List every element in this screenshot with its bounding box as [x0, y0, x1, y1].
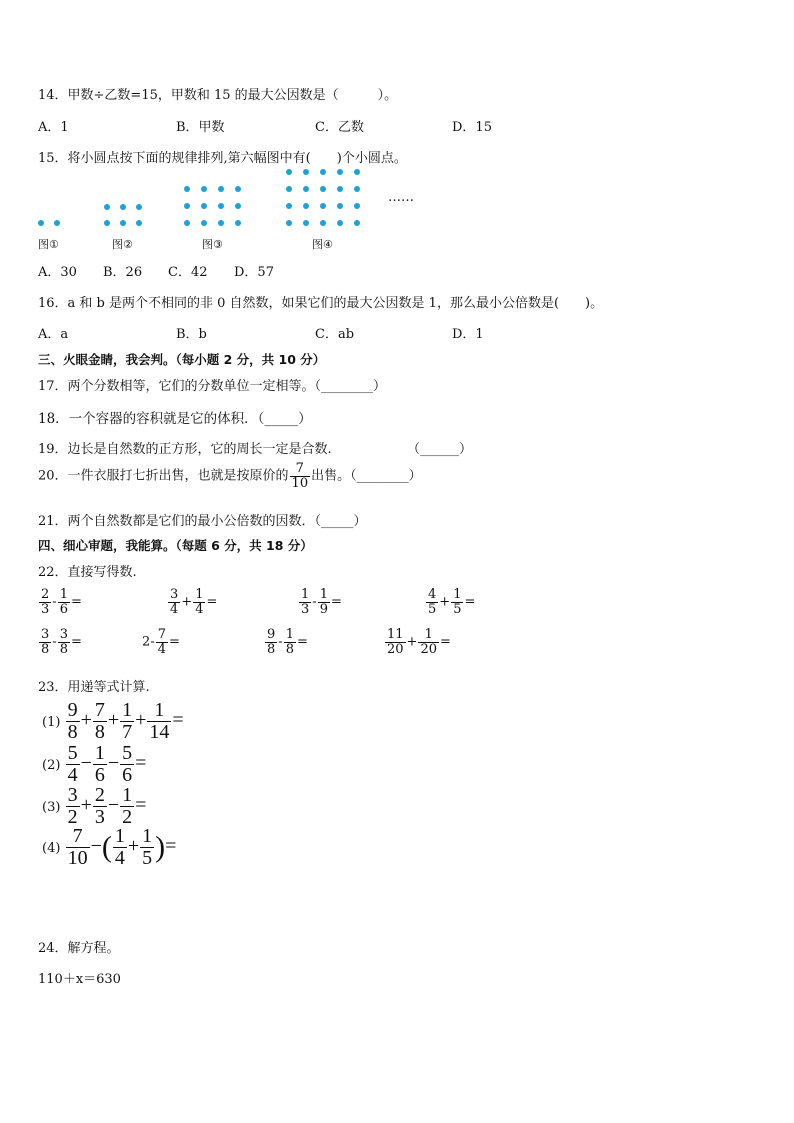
operator: − — [107, 752, 120, 775]
equals: = — [440, 634, 451, 650]
q22-item-6 — [142, 628, 180, 656]
frac-num: 4 — [428, 587, 437, 602]
frac-num: 1 — [114, 825, 125, 847]
figure-4-caption: 图④ — [312, 238, 333, 251]
equals: = — [464, 594, 476, 610]
dot-fig4 — [286, 186, 292, 192]
operator: − — [80, 752, 92, 775]
frac-den: 14 — [149, 721, 170, 743]
frac-num: 3 — [41, 627, 50, 642]
frac-num: 2 — [94, 784, 105, 806]
q15-option-b[interactable]: B．26 — [103, 265, 143, 280]
item-label: (2) — [42, 758, 61, 774]
frac-num: 5 — [67, 742, 78, 764]
pattern-ellipsis: …… — [388, 190, 414, 205]
dot-fig2 — [104, 204, 110, 210]
q15-option-a[interactable]: A．30 — [38, 265, 77, 280]
frac-num: 1 — [147, 700, 171, 722]
equals: = — [172, 709, 184, 732]
frac-den: 8 — [41, 641, 50, 657]
dot-fig4 — [303, 203, 309, 209]
frac-num: 3 — [170, 587, 179, 602]
question-15-stem: 15．将小圆点按下面的规律排列,第六幅图中有( )个小圆点。 — [38, 151, 407, 166]
operator: + — [406, 634, 418, 650]
equals: = — [135, 752, 147, 775]
frac-num: 1 — [142, 825, 153, 847]
frac-den: 8 — [267, 641, 276, 657]
equals: = — [330, 594, 342, 610]
q22-item-7 — [264, 628, 308, 656]
figure-2-caption: 图② — [112, 238, 133, 251]
operator: - — [278, 634, 283, 650]
operator: - — [312, 594, 317, 610]
dot-fig4 — [337, 203, 343, 209]
dot-fig2 — [104, 220, 110, 226]
dot-fig4 — [337, 220, 343, 226]
frac-den: 9 — [319, 601, 328, 617]
section-3-heading: 三、火眼金睛，我会判。（每小题 2 分，共 10 分） — [38, 352, 326, 367]
q20-post: 出售。（________） — [311, 468, 422, 484]
operator: + — [135, 709, 147, 732]
operator: - — [150, 634, 155, 650]
q22-item-5 — [38, 628, 82, 656]
frac-den: 6 — [122, 764, 133, 786]
dot-fig3 — [235, 220, 241, 226]
question-17: 17．两个分数相等，它们的分数单位一定相等。（________） — [38, 379, 387, 394]
dot-fig4 — [320, 169, 326, 175]
q14-option-a[interactable]: A．1 — [38, 120, 69, 135]
frac-num: 1 — [195, 587, 204, 602]
operator: + — [127, 835, 140, 858]
dot-fig3 — [184, 220, 190, 226]
question-23-title: 23．用递等式计算. — [38, 680, 150, 695]
frac-den: 6 — [59, 601, 68, 617]
operator: - — [52, 634, 57, 650]
q14-option-c[interactable]: C．乙数 — [315, 120, 364, 135]
dot-fig3 — [235, 186, 241, 192]
frac-num: 1 — [59, 587, 68, 602]
operator: - — [52, 594, 57, 610]
frac-num: 1 — [94, 742, 105, 764]
dot-fig4 — [303, 220, 309, 226]
item-label: (4) — [42, 841, 61, 857]
question-19-blank[interactable]: （______） — [407, 442, 473, 457]
frac-num: 9 — [67, 699, 78, 721]
frac-den: 8 — [59, 641, 68, 657]
dot-fig2 — [120, 204, 126, 210]
dot-fig4 — [320, 220, 326, 226]
frac-den: 2 — [122, 806, 133, 828]
frac-den: 5 — [453, 601, 462, 617]
dot-fig4 — [320, 186, 326, 192]
dot-fig2 — [120, 220, 126, 226]
dot-fig3 — [201, 186, 207, 192]
dot-fig4 — [354, 220, 360, 226]
q20-fraction — [290, 462, 311, 490]
dot-fig3 — [218, 203, 224, 209]
frac-den: 7 — [122, 721, 133, 743]
equals: = — [168, 634, 180, 650]
dot-fig3 — [218, 220, 224, 226]
dot-fig3 — [184, 186, 190, 192]
item-label: (3) — [42, 800, 61, 816]
frac-num: 1 — [418, 628, 439, 643]
q23-expression-4 — [42, 826, 176, 869]
section-4-heading: 四、细心审题，我能算。（每题 6 分，共 18 分） — [38, 538, 313, 553]
dot-fig4 — [286, 203, 292, 209]
item-label: (1) — [42, 715, 61, 731]
question-14-stem: 14．甲数÷乙数=15，甲数和 15 的最大公因数是（ ）。 — [38, 88, 398, 103]
frac-num: 3 — [59, 627, 68, 642]
frac-den: 5 — [142, 847, 153, 869]
frac-num: 3 — [67, 784, 78, 806]
dot-fig4 — [286, 220, 292, 226]
q23-expression-2 — [42, 743, 146, 786]
operator: − — [107, 794, 120, 817]
operator: + — [181, 594, 193, 610]
frac-num: 9 — [267, 627, 276, 642]
whole-number: 2 — [142, 634, 151, 650]
dot-fig2 — [136, 220, 142, 226]
dot-fig3 — [235, 203, 241, 209]
frac-den: 8 — [285, 641, 294, 657]
dot-fig3 — [184, 203, 190, 209]
frac-den: 6 — [94, 764, 105, 786]
frac-den: 20 — [420, 641, 437, 657]
frac-num: 1 — [122, 699, 133, 721]
question-19-text: 19．边长是自然数的正方形，它的周长一定是合数. — [38, 442, 332, 457]
q16-option-b[interactable]: B．b — [176, 327, 207, 342]
question-16-stem: 16．a 和 b 是两个不相同的非 0 自然数，如果它们的最大公因数是 1，那么最小公倍数是( )。 — [38, 296, 604, 311]
dot-fig3 — [201, 203, 207, 209]
equals: = — [165, 835, 177, 858]
frac-num: 1 — [453, 587, 462, 602]
frac-den: 5 — [428, 601, 437, 617]
frac-den: 20 — [387, 641, 404, 657]
frac-den: 2 — [67, 806, 78, 828]
q16-option-c[interactable]: C．ab — [315, 327, 355, 342]
frac-den: 3 — [94, 806, 105, 828]
equals: = — [70, 634, 82, 650]
operator: + — [80, 709, 92, 732]
frac-num: 1 — [285, 627, 294, 642]
dot-fig3 — [201, 220, 207, 226]
question-22-title: 22．直接写得数. — [38, 565, 137, 580]
q16-option-d[interactable]: D．1 — [452, 327, 484, 342]
q14-option-d[interactable]: D．15 — [452, 120, 492, 135]
dot-fig4 — [303, 186, 309, 192]
left-paren: ( — [101, 830, 112, 864]
q16-option-a[interactable]: A．a — [38, 327, 69, 342]
q22-item-1 — [38, 588, 82, 616]
dot-fig4 — [286, 169, 292, 175]
frac-num: 7 — [66, 826, 90, 848]
frac-den: 10 — [67, 847, 88, 869]
figure-1-caption: 图① — [38, 238, 59, 251]
frac-den: 4 — [67, 764, 78, 786]
q20-pre: 20．一件衣服打七折出售，也就是按原价的 — [38, 468, 289, 484]
question-24-title: 24．解方程。 — [38, 941, 120, 956]
dot-fig4 — [303, 169, 309, 175]
dot-fig4 — [337, 169, 343, 175]
frac-den: 3 — [301, 601, 310, 617]
frac-num: 1 — [122, 784, 133, 806]
frac-num: 1 — [301, 587, 310, 602]
q15-option-d[interactable]: D．57 — [234, 265, 274, 280]
q23-expression-1 — [42, 700, 184, 743]
operator: − — [90, 835, 102, 858]
q20-fraction-num: 7 — [290, 462, 311, 477]
equals: = — [206, 594, 218, 610]
frac-num: 1 — [319, 587, 328, 602]
dot-fig4 — [354, 203, 360, 209]
frac-num: 7 — [94, 699, 105, 721]
q20-fraction-den: 10 — [291, 475, 309, 491]
frac-num: 11 — [387, 627, 404, 642]
right-paren: ) — [155, 830, 166, 864]
q22-item-4 — [425, 588, 475, 616]
frac-num: 7 — [157, 627, 166, 642]
dot-fig4 — [320, 203, 326, 209]
operator: + — [107, 709, 120, 732]
frac-den: 8 — [67, 721, 78, 743]
frac-num: 2 — [41, 587, 50, 602]
question-18: 18．一个容器的容积就是它的体积．（_____） — [38, 411, 312, 427]
q15-option-c[interactable]: C．42 — [168, 265, 208, 280]
dot-fig1 — [54, 220, 60, 226]
equals: = — [70, 594, 82, 610]
frac-den: 3 — [41, 601, 50, 617]
dot-fig4 — [354, 169, 360, 175]
figure-3-caption: 图③ — [202, 238, 223, 251]
q22-item-3 — [298, 588, 342, 616]
dot-fig3 — [218, 186, 224, 192]
dot-fig2 — [136, 204, 142, 210]
frac-den: 4 — [170, 601, 179, 617]
q23-expression-3 — [42, 785, 146, 828]
q14-option-b[interactable]: B．甲数 — [176, 120, 225, 135]
operator: + — [439, 594, 451, 610]
dot-fig4 — [337, 186, 343, 192]
question-24-equation: 110＋x＝630 — [38, 972, 121, 987]
frac-num: 5 — [122, 742, 133, 764]
q22-item-2 — [167, 588, 217, 616]
dot-fig1 — [38, 220, 44, 226]
frac-den: 4 — [195, 601, 204, 617]
equals: = — [296, 634, 308, 650]
frac-den: 4 — [114, 847, 125, 869]
dot-fig4 — [354, 186, 360, 192]
frac-den: 4 — [157, 641, 166, 657]
equals: = — [135, 794, 147, 817]
question-21: 21．两个自然数都是它们的最小公倍数的因数．（_____） — [38, 514, 367, 529]
q22-item-8 — [384, 628, 451, 656]
frac-den: 8 — [94, 721, 105, 743]
question-20 — [38, 462, 422, 490]
operator: + — [80, 794, 92, 817]
